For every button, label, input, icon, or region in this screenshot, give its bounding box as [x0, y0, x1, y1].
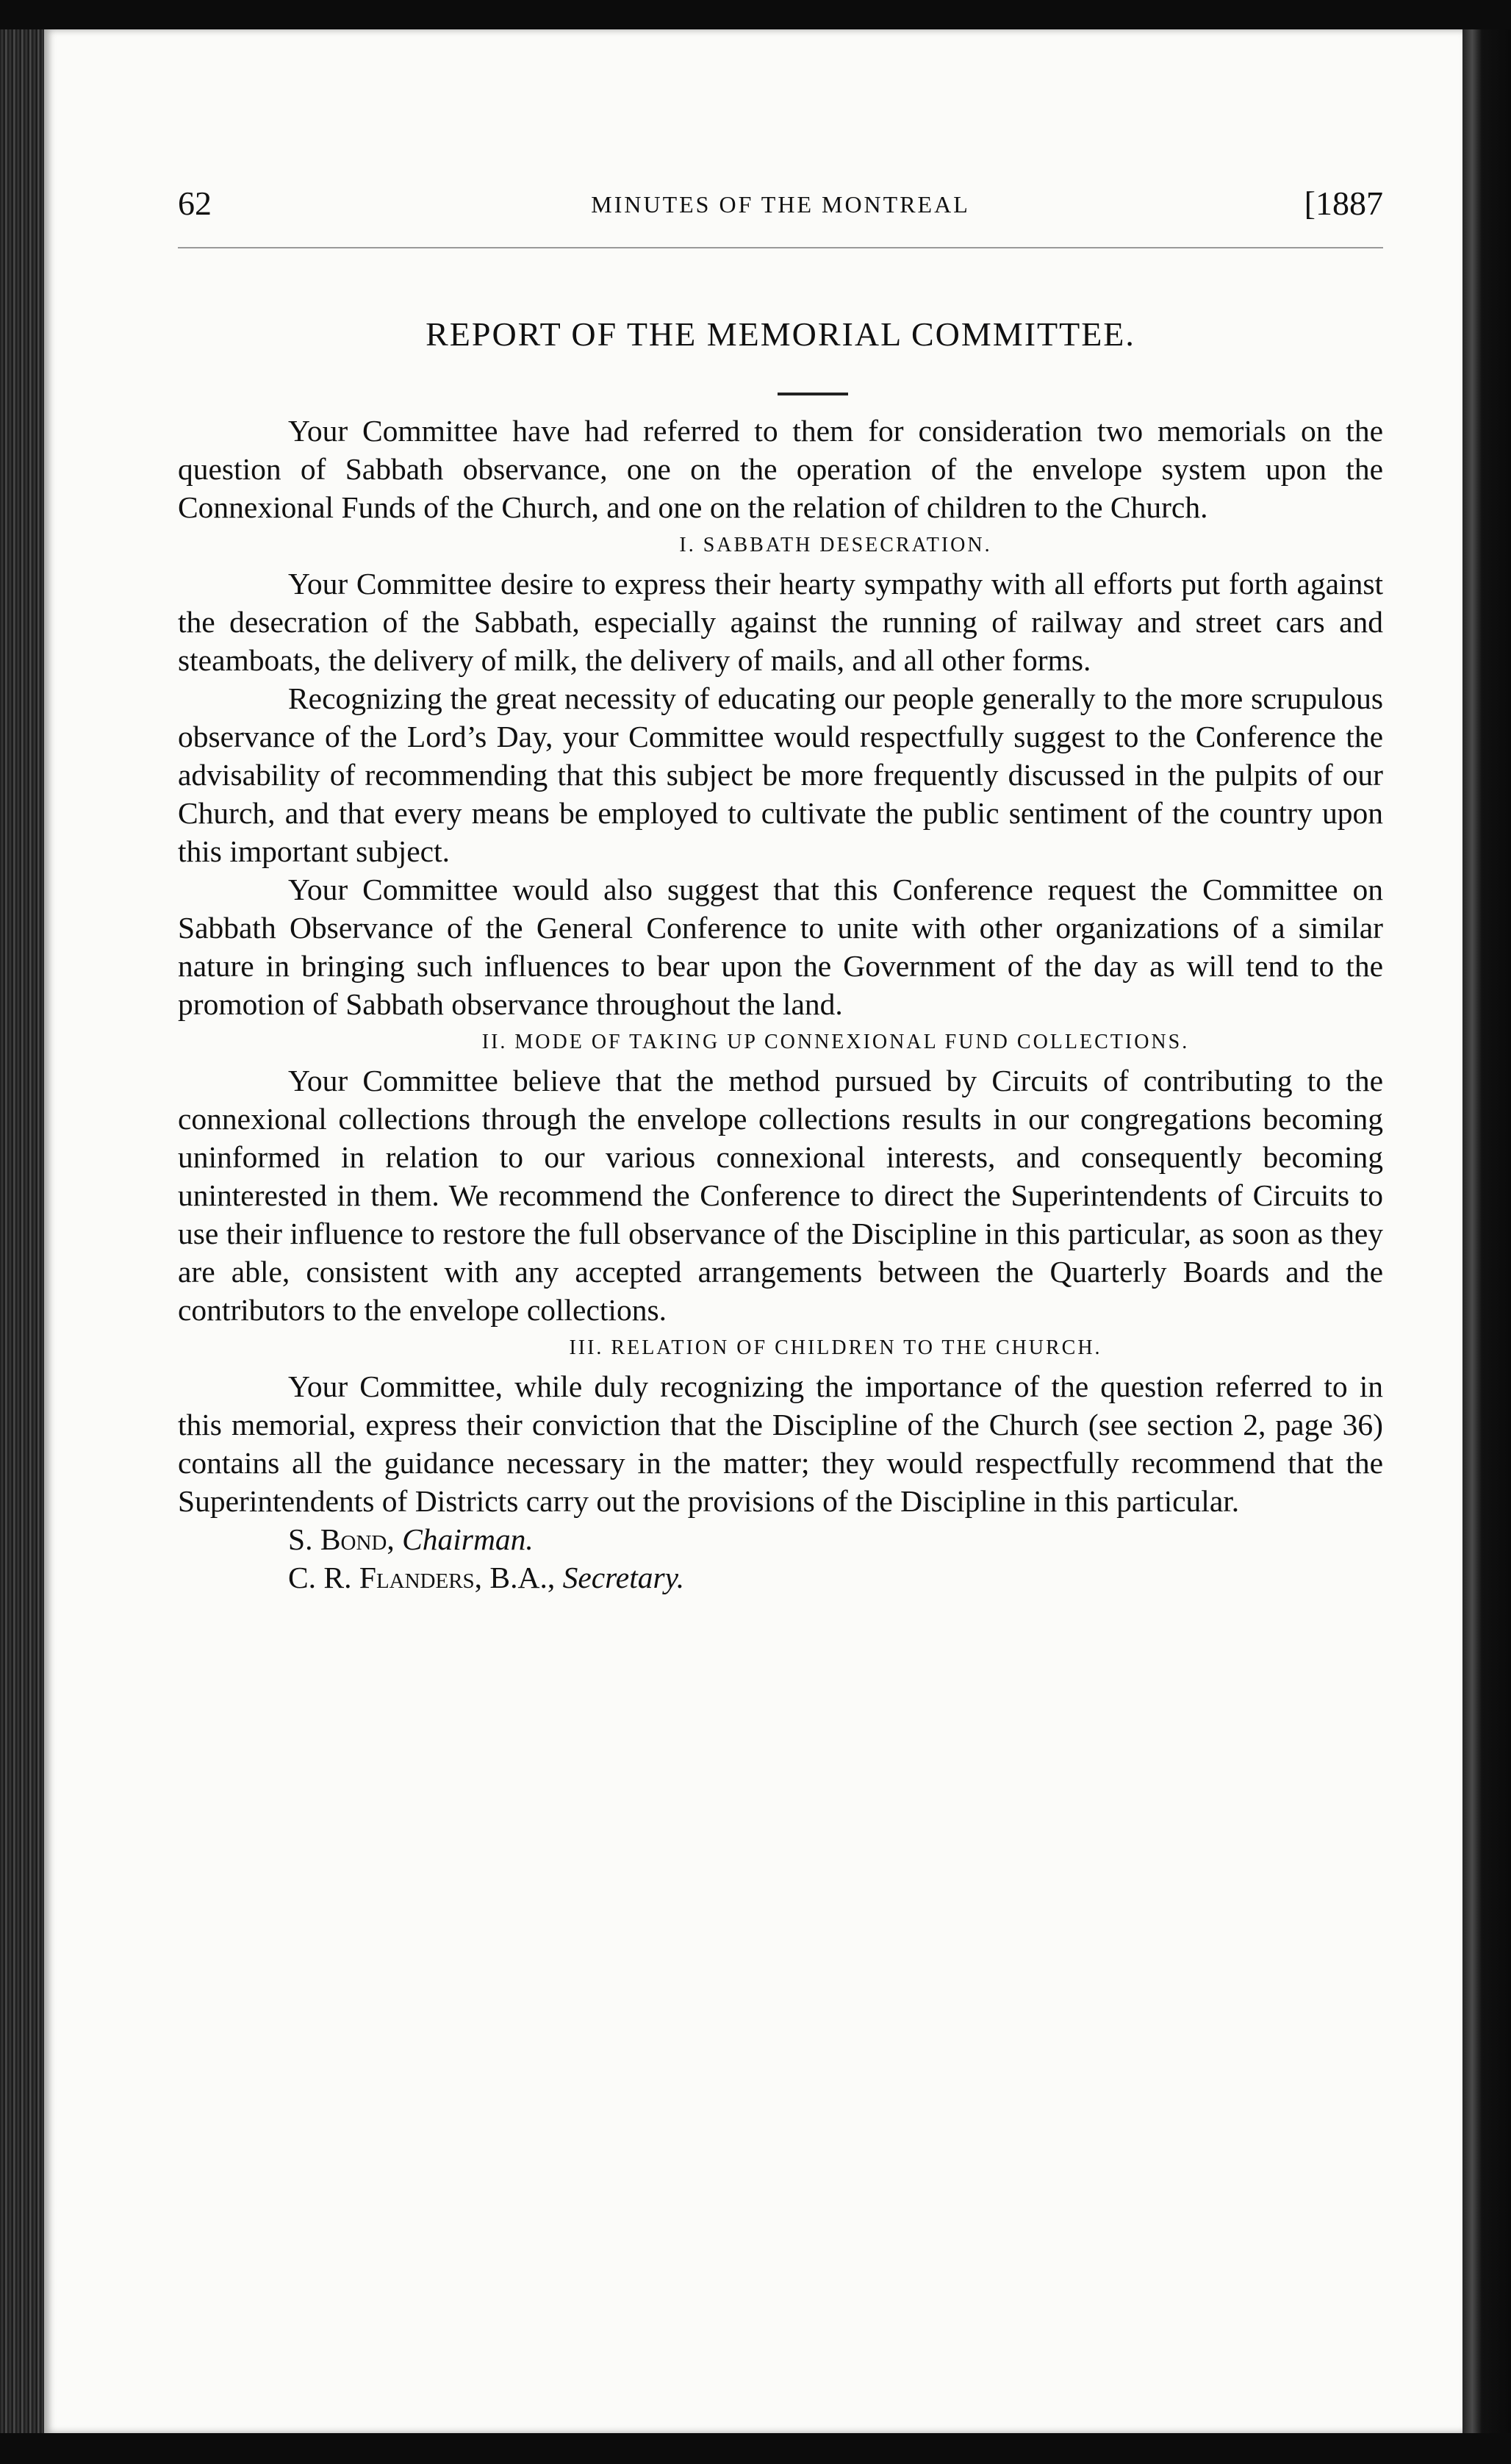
page-number: 62 [178, 185, 212, 222]
intro-paragraph: Your Committee have had referred to them for consideration two memorials on the question of Sabbath observance, one on the operation of the envelope system upon the Connexional Funds of the Church, and one on the relation of children to the Church. [178, 414, 1383, 524]
paragraph: Your Committee would also suggest that this Conference request the Committee on Sabbath Observance of the General Conference to unite with other organizations of a similar nature in bringing such influences to bear upon the Government of the day as will tend to the promotion of Sabbath observance throughout the land. [178, 873, 1383, 1021]
paragraph: Recognizing the great necessity of educating our people generally to the more scrupulous observance of the Lord’s Day, your Committee would respectfully suggest to the Conference the advisability of recommending that this subject be more frequently discussed in the pulpits of our Church, and that every means be employed to cultivate the public sentiment of the country upon this important subject. [178, 681, 1383, 868]
page-edge [1462, 29, 1511, 2433]
section-heading-children: III. RELATION OF CHILDREN TO THE CHURCH. [569, 1336, 1102, 1359]
title-rule [778, 393, 848, 395]
section-heading-sabbath: I. SABBATH DESECRATION. [679, 534, 992, 556]
paragraph: Your Committee, while duly recognizing the importance of the question referred to in this memorial, express their conviction that the Discipline of the Church (see section 2, page 36) contains all the guidance necessary in the matter; they would respectfully recommend that the Superintendents of Districts carry out the provisions of the Discipline in this particular. [178, 1369, 1383, 1518]
chairman-role: Chairman. [402, 1522, 534, 1556]
chairman-name: S. Bond, [288, 1522, 395, 1556]
running-header [178, 184, 1383, 235]
secretary-signature [178, 1558, 1383, 1597]
book-spine [0, 29, 44, 2433]
header-rule [178, 247, 1383, 248]
paragraph: Your Committee desire to express their hearty sympathy with all efforts put forth against the desecration of the Sabbath, especially against the running of railway and street cars and steamboats, the delivery of milk, the delivery of mails, and all other forms. [178, 567, 1383, 677]
secretary-role: Secretary. [562, 1561, 685, 1594]
section-heading-collections: II. MODE OF TAKING UP CONNEXIONAL FUND COLLECTIONS. [481, 1031, 1190, 1053]
secretary-name: C. R. Flanders, B.A., [288, 1561, 556, 1594]
running-title: MINUTES OF THE MONTREAL [591, 191, 970, 218]
report-body [178, 412, 1383, 1597]
paragraph: Your Committee believe that the method pursued by Circuits of contributing to the connexional collections through the envelope collections results in our congregations becoming uninformed in relation to our various connexional interests, and consequently becoming uninterested in them. We recommend the Conference to direct the Superintendents of Circuits to use their influence to restore the full observance of the Discipline in this particular, as soon as they are able, consistent with any accepted arrangements between the Quarterly Boards and the contributors to the envelope collections. [178, 1064, 1383, 1327]
report-title: REPORT OF THE MEMORIAL COMMITTEE. [426, 315, 1135, 353]
header-year: [1887 [1304, 185, 1383, 222]
chairman-signature [178, 1520, 1383, 1558]
